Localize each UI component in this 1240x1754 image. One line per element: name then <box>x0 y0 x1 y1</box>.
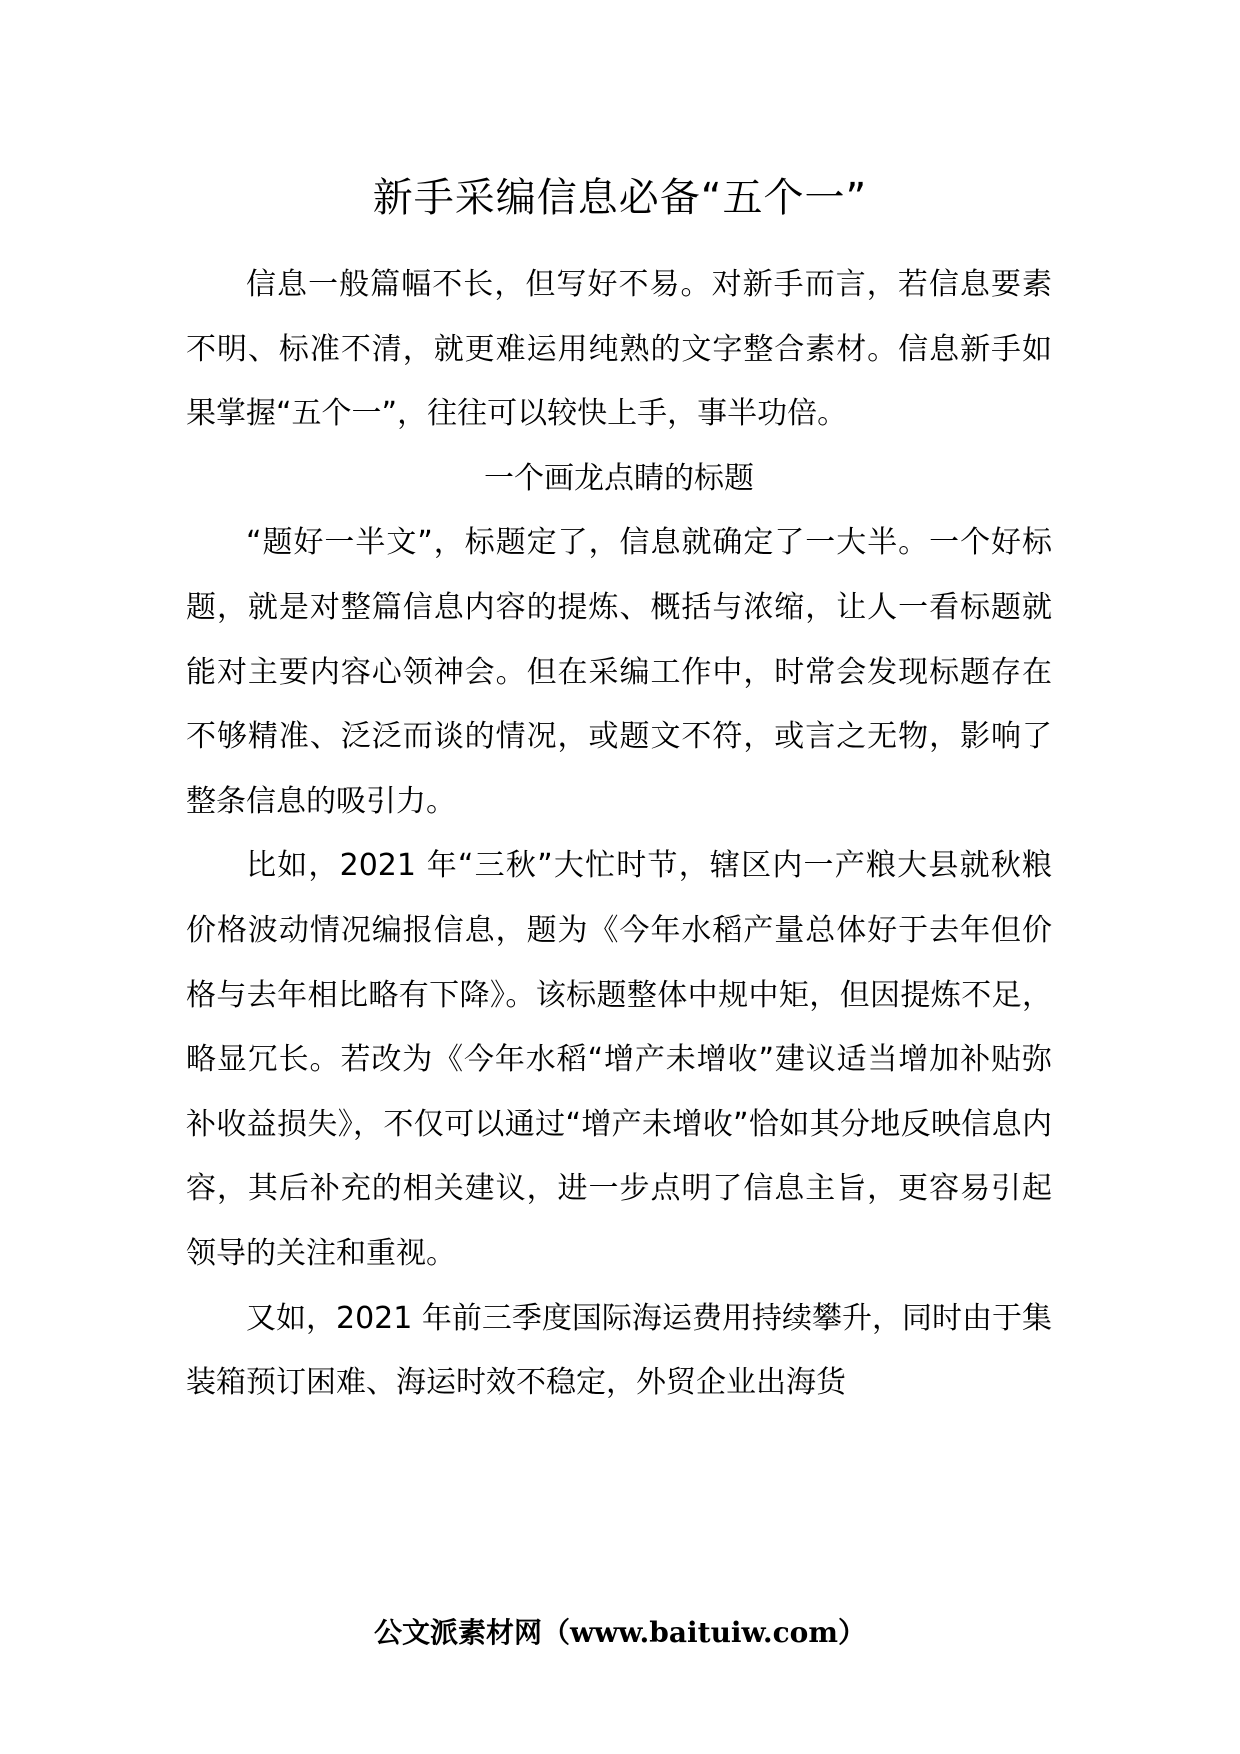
footer-watermark: 公文派素材网（www.baituiw.com） <box>374 1616 866 1649</box>
intro-paragraph: 信息一般篇幅不长，但写好不易。对新手而言，若信息要素不明、标准不清，就更难运用纯熟的文字整合素材。信息新手如果掌握“五个一”，往往可以较快上手，事半功倍。 <box>186 267 1052 432</box>
body-paragraph-3: 又如，2021 年前三季度国际海运费用持续攀升，同时由于集装箱预订困难、海运时效不稳定，外贸企业出海货 <box>186 1300 1052 1401</box>
body-paragraph-2: 比如，2021 年“三秋”大忙时节，辖区内一产粮大县就秋粮价格波动情况编报信息，题为《今年水稻产量总体好于去年但价格与去年相比略有下降》。该标题整体中规中矩，但因提炼不足，略显冗长。若改为《今年水稻“增产未增收”建议适当增加补贴弥补收益损失》，不仅可以通过“增产未增收”恰如其分地反映信息内容，其后补充的相关建议，进一步点明了信息主旨，更容易引起领导的关注和重视。 <box>186 848 1052 1271</box>
document-title: 新手采编信息必备“五个一” <box>372 175 868 221</box>
document-body <box>186 253 1052 1416</box>
section-heading: 一个画龙点睛的标题 <box>484 460 754 496</box>
body-paragraph-1: “题好一半文”，标题定了，信息就确定了一大半。一个好标题，就是对整篇信息内容的提炼、概括与浓缩，让人一看标题就能对主要内容心领神会。但在采编工作中，时常会发现标题存在不够精准、泛泛而谈的情况，或题文不符，或言之无物，影响了整条信息的吸引力。 <box>186 525 1052 819</box>
